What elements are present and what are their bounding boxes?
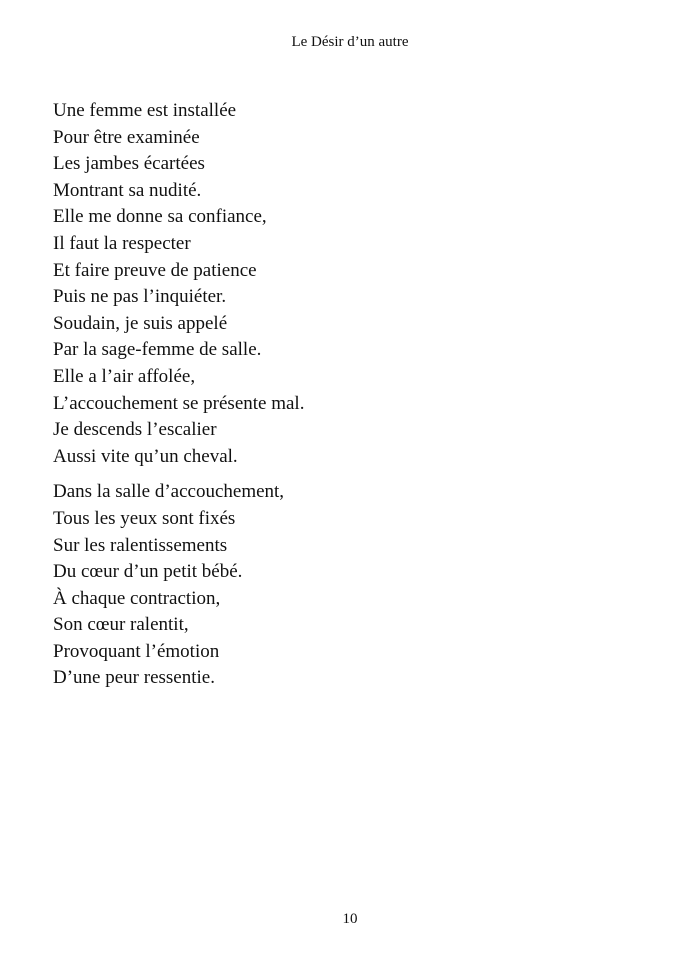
verse-line: Puis ne pas l’inquiéter. (53, 286, 227, 308)
verse-line: Elle a l’air affolée, (53, 365, 196, 387)
verse-line: Elle me donne sa confiance, (53, 206, 267, 228)
running-header: Le Désir d’un autre (291, 34, 409, 50)
verse-line: Les jambes écartées (53, 153, 205, 175)
verse-line: Il faut la respecter (53, 232, 191, 254)
verse-line: Provoquant l’émotion (53, 640, 220, 662)
stanza (53, 98, 653, 470)
verse-line: Du cœur d’un petit bébé. (53, 561, 243, 583)
verse-line: Et faire preuve de patience (53, 259, 257, 281)
page-number: 10 (342, 911, 358, 927)
verse-line: Aussi vite qu’un cheval. (53, 445, 238, 467)
verse-line: D’une peur ressentie. (53, 667, 215, 689)
verse-line: Par la sage-femme de salle. (53, 339, 262, 361)
verse-line: Son cœur ralentit, (53, 614, 189, 636)
poem (53, 98, 653, 692)
verse-line: À chaque contraction, (53, 587, 221, 609)
verse-line: L’accouchement se présente mal. (53, 392, 305, 414)
verse-line: Dans la salle d’accouchement, (53, 481, 285, 503)
verse-line: Soudain, je suis appelé (53, 312, 228, 334)
verse-line: Sur les ralentissements (53, 534, 228, 556)
verse-line: Je descends l’escalier (53, 419, 217, 441)
stanza (53, 479, 653, 692)
verse-line: Une femme est installée (53, 100, 237, 121)
verse-line: Tous les yeux sont fixés (53, 507, 236, 529)
verse-line: Montrant sa nudité. (53, 179, 202, 201)
verse-line: Pour être examinée (53, 126, 200, 148)
